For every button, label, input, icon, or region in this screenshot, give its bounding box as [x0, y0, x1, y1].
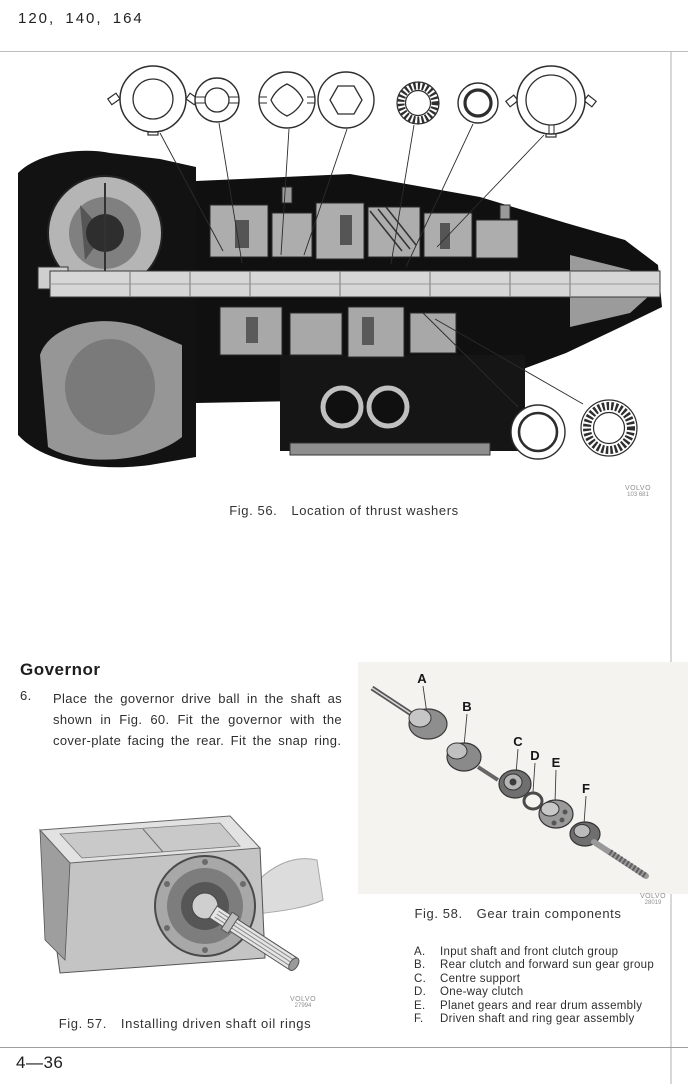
fig57-credit-brand: VOLVO: [289, 996, 317, 1003]
washer-hex-hole: [318, 72, 374, 128]
legend-item-e: [414, 1000, 680, 1013]
callout-c: C: [513, 734, 523, 749]
legend-key: D.: [414, 986, 427, 999]
fig57-caption-text: Installing driven shaft oil rings: [120, 1016, 312, 1031]
fig56-caption-text: Location of thrust washers: [291, 503, 459, 518]
callout-d: D: [530, 748, 540, 763]
fig57-caption-label: Fig. 57.: [58, 1016, 107, 1031]
header-divider: [0, 51, 688, 52]
callout-e: E: [551, 755, 561, 770]
legend-text: Planet gears and rear drum assembly: [440, 999, 643, 1012]
fig58-caption-label: Fig. 58.: [414, 906, 463, 921]
washer-tabbed-large: [506, 66, 596, 137]
fig58-credit-brand: VOLVO: [639, 893, 667, 900]
fig58-legend: [414, 946, 680, 1026]
legend-item-b: [414, 959, 680, 972]
legend-text: Input shaft and front clutch group: [440, 946, 619, 958]
page-number: 4—36: [16, 1053, 64, 1072]
fig57-photo-illustration: [15, 808, 330, 1008]
legend-key: E.: [414, 999, 426, 1012]
legend-key: A.: [414, 946, 426, 958]
fig57-caption: [15, 1016, 355, 1031]
legend-text: Centre support: [440, 972, 521, 985]
callout-b: B: [462, 699, 472, 714]
needle-bearing-large: [581, 400, 637, 456]
governor-step: [20, 688, 342, 751]
fig56-cross-section-illustration: [10, 55, 680, 500]
washer-diamond-hole: [259, 72, 315, 128]
washer-plain: [458, 83, 498, 123]
fig57-photo-credit: [275, 996, 331, 1010]
fig58-caption: [368, 906, 668, 921]
legend-text: One-way clutch: [440, 986, 524, 999]
governor-step-number: 6.: [20, 688, 32, 703]
footer-divider: [0, 1047, 688, 1048]
legend-key: C.: [414, 972, 427, 985]
fig58-caption-text: Gear train components: [476, 906, 622, 921]
fig57-credit-number: 27994: [294, 1003, 312, 1009]
washer-bottom-plain: [511, 405, 565, 459]
fig58-exploded-view: [358, 662, 688, 907]
callout-a: A: [417, 671, 427, 686]
legend-key: B.: [414, 959, 426, 972]
transmission-cutaway: [18, 151, 662, 467]
washer-slotted: [195, 78, 239, 122]
fig56-photo-credit: [608, 485, 668, 499]
fig56-credit-brand: VOLVO: [624, 485, 652, 492]
fig58-credit-number: 28019: [644, 900, 662, 906]
legend-item-f: [414, 1013, 680, 1026]
legend-item-d: [414, 986, 680, 999]
fig56-credit-number: 103 681: [627, 492, 649, 498]
page-header-models: 120, 140, 164: [18, 10, 144, 27]
fig58-photo-credit: [625, 893, 681, 907]
legend-text: Driven shaft and ring gear assembly: [440, 1013, 635, 1026]
fig56-caption-label: Fig. 56.: [229, 503, 278, 518]
legend-text: Rear clutch and forward sun gear group: [440, 959, 655, 972]
washer-tabbed-1: [108, 66, 198, 135]
governor-heading: Governor: [20, 660, 101, 679]
fig56-caption: [0, 503, 688, 518]
governor-step-text: Place the governor drive ball in the shaft as shown in Fig. 60. Fit the governor with the cover-plate facing the rear. Fit the snap ring.: [53, 691, 342, 748]
gearbox-case-photo: [40, 816, 323, 975]
callout-f: F: [582, 781, 590, 796]
legend-key: F.: [414, 1013, 424, 1026]
legend-item-a: [414, 946, 680, 959]
needle-bearing-small: [397, 82, 439, 124]
legend-item-c: [414, 973, 680, 986]
